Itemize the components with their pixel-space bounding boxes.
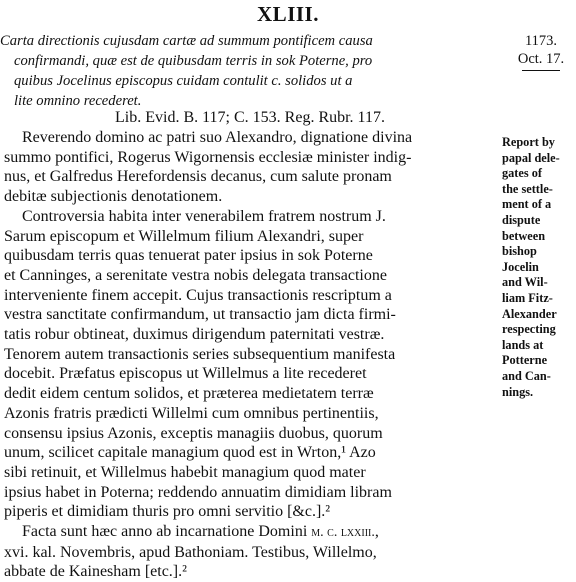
margin-note-line: Potterne [502, 353, 548, 368]
body-line: debitæ subjectionis denotationem. [4, 188, 223, 206]
body-line: interveniente finem accepit. Cujus transactionis rescriptum a [4, 286, 392, 304]
body-line: docebit. Præfatus episcopus ut Willelmus a lite recederet [4, 365, 367, 383]
margin-note-line: papal dele- [502, 150, 560, 165]
margin-note-line: ment of a [502, 197, 552, 212]
margin-note-line: the settle- [502, 181, 553, 196]
date-day: Oct. 17. [517, 51, 565, 67]
margin-note-line: gates of [502, 166, 542, 181]
source-references: Lib. Evid. B. 117; C. 153. Reg. Rubr. 117. [115, 109, 385, 126]
body-line: xvi. kal. Novembris, apud Bathoniam. Testibus, Willelmo, [4, 543, 377, 561]
body-line: quibusdam terris quas tenuerat pater ipsius in sok Poterne [4, 247, 373, 265]
body-line: vestra sanctitate confirmandum, ut transactio jam dicta firmi- [4, 306, 396, 324]
margin-note-line: Alexander [502, 306, 557, 321]
body-line: piperis et dimidiam thuris pro omni servitio [&c.].² [4, 503, 331, 521]
margin-note-line: bishop [502, 244, 537, 259]
body-line: abbate de Kainesham [etc.].² [4, 563, 187, 581]
margin-note-line: respecting [502, 322, 556, 337]
body-line: Controversia habita inter venerabilem fratrem nostrum J. [22, 207, 386, 225]
margin-note-line: and Wil- [502, 275, 548, 290]
charter-summary [0, 31, 500, 111]
body-line: sibi retinuit, et Willelmus habebit managium quod mater [4, 463, 366, 481]
margin-note-line: nings. [502, 384, 534, 399]
body-line: Tenorem autem transactionis series subsequentium manifesta [4, 345, 396, 363]
document-number-heading: XLIII. [257, 2, 319, 26]
body-line: Facta sunt hæc anno ab incarnatione Domini m. c. lxxiii., [22, 523, 379, 541]
body-line: dedit eidem centum solidos, et præterea medietatem terræ [4, 385, 374, 403]
body-line: consensu ipsius Azonis, exceptis managiis duobus, quorum [4, 424, 383, 442]
margin-note-line: Jocelin [502, 259, 539, 274]
regnal-year-small-caps: m. c. lxxiii. [311, 525, 375, 541]
margin-note-line: Report by [502, 135, 555, 149]
margin-note-line: and Can- [502, 368, 551, 383]
body-line: tatis robur obtineat, duximus dirigendum paternitati vestræ. [4, 326, 385, 344]
date-year: 1173. [524, 33, 558, 49]
summary-line: lite omnino recederet. [14, 93, 142, 109]
summary-line: Carta directionis cujusdam cartæ ad summum pontificem causa [0, 33, 373, 49]
summary-line: confirmandi, quæ est de quibusdam terris in sok Poterne, pro [14, 53, 373, 69]
margin-note-line: liam Fitz- [502, 290, 553, 305]
body-line: unum, scilicet capitale managium quod est in Wrton,¹ Azo [4, 444, 376, 462]
date-rule [522, 70, 560, 71]
summary-line: quibus Jocelinus episcopus cuidam contulit c. solidos ut a [14, 73, 353, 89]
body-line: ipsius habet in Poterna; reddendo annuatim dimidiam libram [4, 483, 392, 501]
margin-note-line: lands at [502, 337, 544, 352]
body-line: summo pontifici, Rogerus Wigornensis ecclesiæ minister indig- [4, 148, 412, 166]
margin-note-line: dispute [502, 212, 541, 227]
body-line: Azonis fratris prædicti Willelmi cum omnibus pertinentiis, [4, 404, 379, 422]
body-line: nus, et Galfredus Herefordensis decanus, cum salute pronam [4, 168, 392, 186]
body-line: Reverendo domino ac patri suo Alexandro, dignatione divina [22, 129, 413, 146]
body-line: Sarum episcopum et Willelmum filium Alexandri, super [4, 227, 364, 245]
charter-body [4, 128, 500, 582]
margin-note [502, 135, 576, 400]
date-block [508, 32, 574, 71]
margin-note-line: between [502, 228, 546, 243]
body-line: et Canninges, a serenitate vestra nobis delegata transactione [4, 266, 387, 284]
